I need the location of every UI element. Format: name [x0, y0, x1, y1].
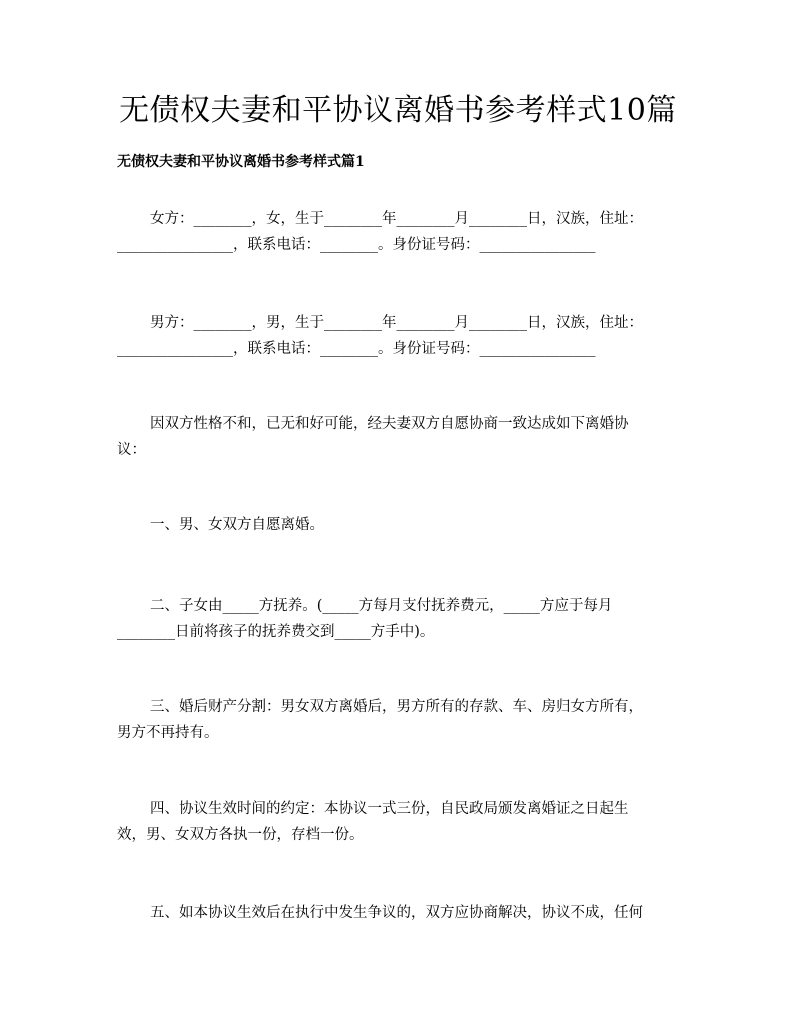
paragraph-line: 议： — [117, 442, 146, 458]
paragraph-line: 一、男、女双方自愿离婚。 — [150, 517, 324, 533]
paragraph-line: 女方：________，女，生于________年________月________日，汉族，住址： — [150, 211, 643, 227]
clause-5 — [117, 900, 683, 926]
paragraph-line: ________日前将孩子的抚养费交到_____方手中)。 — [117, 624, 435, 640]
paragraph-intro — [117, 411, 683, 463]
clause-4 — [117, 796, 683, 848]
document-title: 无债权夫妻和平协议离婚书参考样式10篇 — [119, 93, 677, 128]
paragraph-line: 因双方性格不和，已无和好可能，经夫妻双方自愿协商一致达成如下离婚协 — [150, 416, 629, 432]
paragraph-line: ________________，联系电话：________。身份证号码：________________ — [117, 237, 596, 253]
paragraph-line: 五、如本协议生效后在执行中发生争议的，双方应协商解决，协议不成，任何 — [150, 905, 643, 921]
paragraph-line: 效，男、女双方各执一份，存档一份。 — [117, 827, 364, 843]
paragraph-line: ________________，联系电话：________。身份证号码：________________ — [117, 341, 596, 357]
clause-2 — [117, 593, 683, 645]
clause-1 — [117, 512, 683, 538]
paragraph-line: 四、协议生效时间的约定：本协议一式三份，自民政局颁发离婚证之日起生 — [150, 801, 629, 817]
clause-3 — [117, 694, 683, 746]
paragraph-line: 男方不再持有。 — [117, 725, 219, 741]
paragraph-male-party — [117, 310, 683, 362]
paragraph-line: 二、子女由_____方抚养。(_____方每月支付抚养费元，_____方应于每月 — [150, 598, 613, 614]
paragraph-line: 男方：________，男，生于________年________月________日，汉族，住址： — [150, 315, 643, 331]
section-heading: 无债权夫妻和平协议离婚书参考样式篇1 — [117, 154, 365, 170]
paragraph-line: 三、婚后财产分割：男女双方离婚后，男方所有的存款、车、房归女方所有， — [150, 699, 643, 715]
paragraph-female-party — [117, 206, 683, 258]
